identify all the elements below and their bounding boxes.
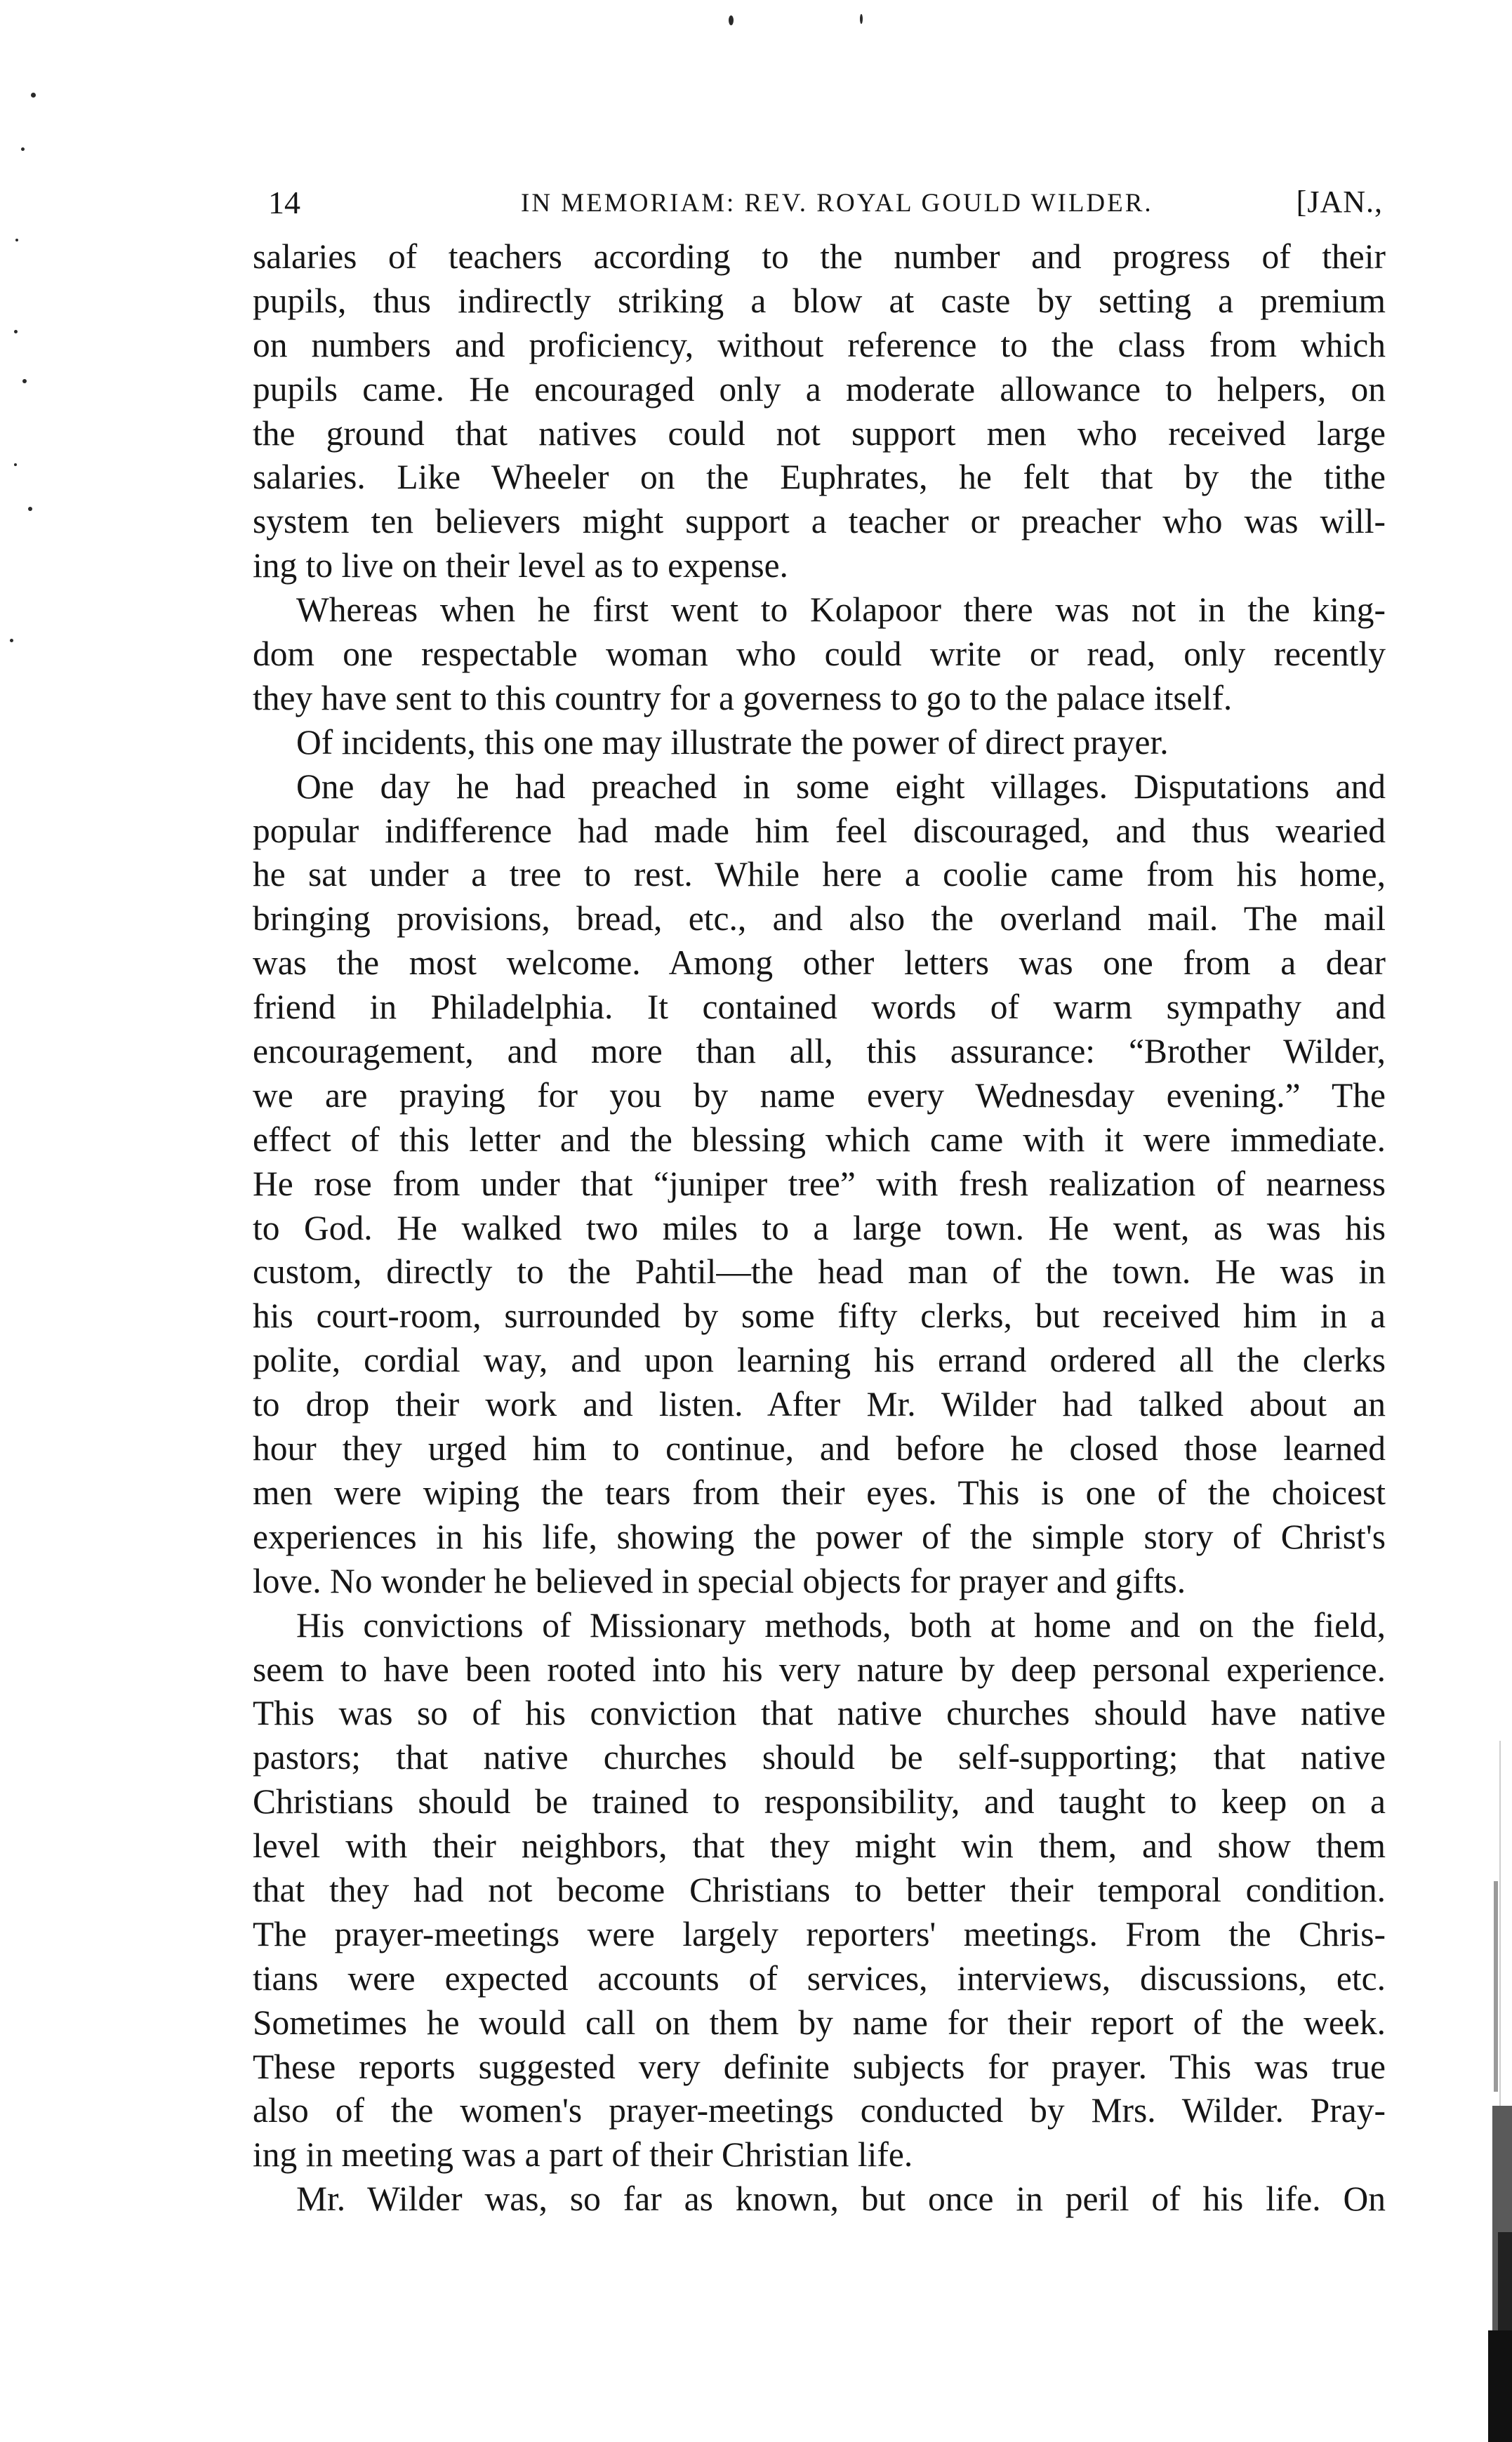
text-line: These reports suggested very definite subjects for prayer. This was true (253, 2047, 1386, 2086)
text-line: encouragement, and more than all, this assurance: “Brother Wilder, (253, 1032, 1386, 1071)
text-line: system ten believers might support a teacher or preacher who was will- (253, 502, 1386, 541)
paragraph (253, 721, 1386, 765)
text-line: ing to live on their level as to expense. (253, 546, 788, 585)
scan-speck (21, 147, 25, 151)
body-text (253, 235, 1386, 2222)
text-line: His convictions of Missionary methods, both at home and on the field, (296, 1605, 1386, 1645)
text-line: they have sent to this country for a governess to go to the palace itself. (253, 678, 1233, 717)
text-line: bringing provisions, bread, etc., and also the overland mail. The mail (253, 899, 1386, 938)
text-line: love. No wonder he believed in special objects for prayer and gifts. (253, 1561, 1186, 1600)
text-line: Christians should be trained to responsibility, and taught to keep on a (253, 1782, 1386, 1821)
paragraph (253, 1604, 1386, 2178)
scan-speck (22, 379, 27, 383)
text-line: on numbers and proficiency, without reference to the class from which (253, 325, 1386, 364)
text-line: popular indifference had made him feel discouraged, and thus wearied (253, 811, 1386, 850)
text-line: also of the women's prayer-meetings conducted by Mrs. Wilder. Pray- (253, 2091, 1386, 2130)
text-line: The prayer-meetings were largely reporters' meetings. From the Chris- (253, 1914, 1386, 1953)
text-line: salaries. Like Wheeler on the Euphrates, he felt that by the tithe (253, 458, 1386, 497)
scan-speck (31, 93, 36, 98)
running-month: [JAN., (1296, 185, 1383, 219)
text-line: he sat under a tree to rest. While here a coolie came from his home, (253, 855, 1386, 894)
paragraph (253, 765, 1386, 1604)
text-line: ing in meeting was a part of their Christian life. (253, 2135, 913, 2175)
text-line: to drop their work and listen. After Mr. Wilder had talked about an (253, 1385, 1386, 1424)
scan-speck (860, 14, 863, 24)
paragraph (253, 588, 1386, 721)
text-line: Of incidents, this one may illustrate the power of direct prayer. (296, 722, 1169, 762)
running-title: IN MEMORIAM: REV. ROYAL GOULD WILDER. (521, 189, 1153, 218)
text-line: men were wiping the tears from their eyes. This is one of the choicest (253, 1473, 1386, 1512)
text-line: tians were expected accounts of services, interviews, discussions, etc. (253, 1958, 1386, 1998)
text-line: his court-room, surrounded by some fifty clerks, but received him in a (253, 1296, 1386, 1336)
text-line: This was so of his conviction that native churches should have native (253, 1694, 1386, 1733)
text-line: custom, directly to the Pahtil—the head man of the town. He was in (253, 1252, 1386, 1292)
text-line: He rose from under that “juniper tree” with fresh realization of nearness (253, 1164, 1386, 1203)
text-line: to God. He walked two miles to a large town. He went, as was his (253, 1208, 1386, 1247)
text-line: was the most welcome. Among other letters was one from a dear (253, 943, 1386, 983)
scan-speck (15, 239, 18, 241)
text-line: pupils came. He encouraged only a moderate allowance to helpers, on (253, 369, 1386, 409)
scan-speck (729, 15, 734, 25)
text-line: Mr. Wilder was, so far as known, but once in peril of his life. On (296, 2179, 1386, 2219)
text-line: seem to have been rooted into his very nature by deep personal experience. (253, 1650, 1386, 1689)
text-line: hour they urged him to continue, and before he closed those learned (253, 1429, 1386, 1468)
text-line: pupils, thus indirectly striking a blow at caste by setting a premium (253, 281, 1386, 320)
text-line: polite, cordial way, and upon learning his errand ordered all the clerks (253, 1341, 1386, 1380)
scan-speck (14, 330, 18, 333)
text-line: Sometimes he would call on them by name for their report of the week. (253, 2003, 1386, 2042)
binding-edge (1480, 1741, 1512, 2442)
scan-speck (10, 639, 13, 642)
text-line: dom one respectable woman who could write or read, only recently (253, 635, 1386, 674)
text-line: experiences in his life, showing the power of the simple story of Christ's (253, 1517, 1386, 1556)
scan-speck (28, 507, 32, 511)
text-line: that they had not become Christians to better their temporal condition. (253, 1870, 1386, 1909)
text-line: One day he had preached in some eight villages. Disputations and (296, 767, 1386, 806)
scan-speck (14, 463, 17, 466)
text-line: the ground that natives could not support men who received large (253, 413, 1386, 453)
paragraph (253, 2177, 1386, 2222)
running-head (268, 184, 1383, 226)
paragraph (253, 235, 1386, 588)
text-line: effect of this letter and the blessing which came with it were immediate. (253, 1120, 1386, 1159)
text-line: we are praying for you by name every Wednesday evening.” The (253, 1075, 1386, 1115)
text-line: salaries of teachers according to the number and progress of their (253, 237, 1386, 276)
text-line: level with their neighbors, that they might win them, and show them (253, 1826, 1386, 1866)
text-line: friend in Philadelphia. It contained words of warm sympathy and (253, 988, 1386, 1027)
page-number: 14 (268, 185, 300, 220)
text-line: Whereas when he first went to Kolapoor there was not in the king- (296, 590, 1386, 630)
text-line: pastors; that native churches should be self-supporting; that native (253, 1738, 1386, 1777)
